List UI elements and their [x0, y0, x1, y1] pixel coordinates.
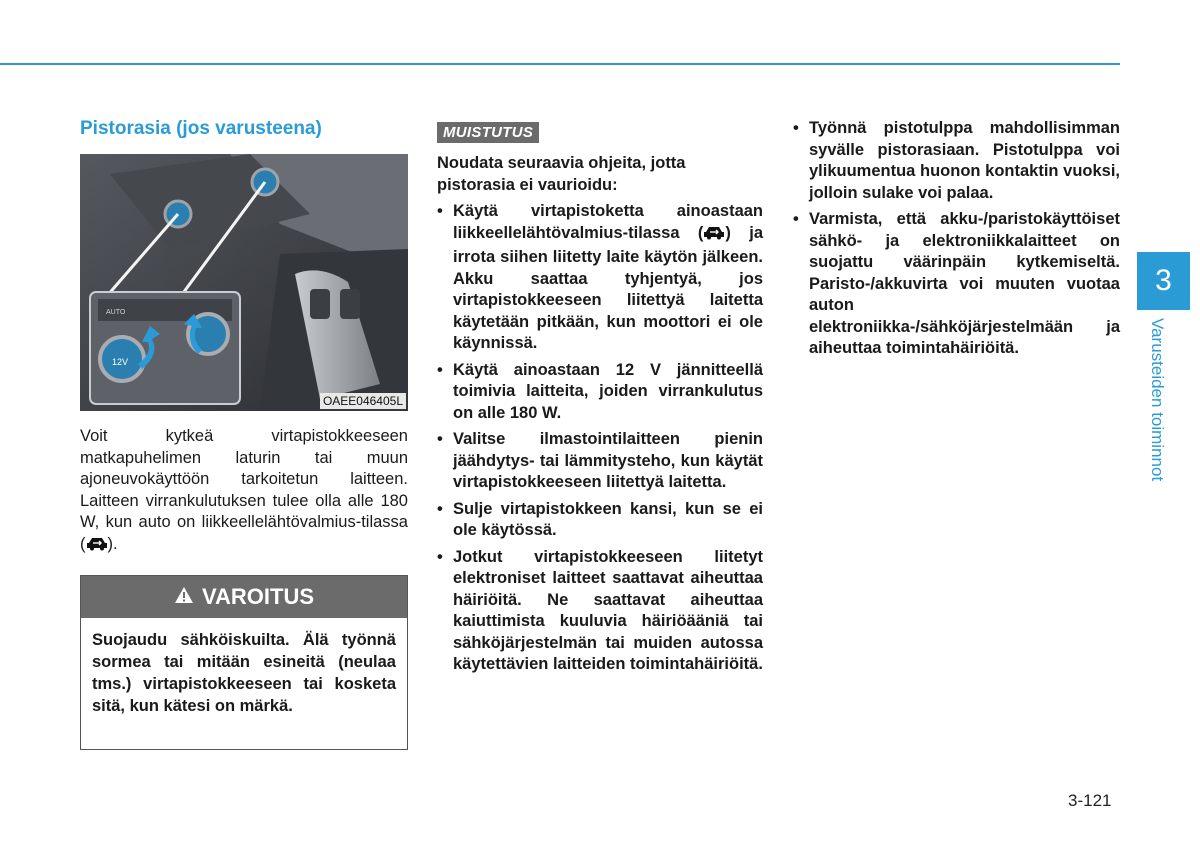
warning-header — [81, 576, 407, 618]
note-list-column-2 — [437, 201, 763, 681]
auto-label: AUTO — [106, 309, 126, 316]
console-illustration — [80, 154, 408, 411]
warning-triangle-icon — [174, 584, 194, 610]
list-item: • Sulje virtapistokkeen kansi, kun se ei ole käytössä. — [437, 499, 763, 542]
top-rule — [0, 63, 1120, 65]
list-item: • Jotkut virtapistokkeeseen liitetyt elektroniset laitteet saattavat aiheuttaa häiriöitä. Ne saattavat aiheuttaa kaiuttimista kuuluvia häiriöääniä tai sähköjärjestelmän tai muiden autossa käytettävien laitteiden toimintahäiriöitä. — [437, 547, 763, 676]
chapter-number-tab: 3 — [1137, 252, 1190, 310]
note-list-column-3 — [793, 118, 1120, 365]
note-tag: MUISTUTUS — [437, 122, 539, 143]
note-intro: Noudata seuraavia ohjeita, jotta pistorasia ei vaurioidu: — [437, 154, 686, 194]
power-outlet-figure — [80, 154, 408, 411]
page-number: 3-121 — [1068, 791, 1112, 810]
socket-label: 12V — [112, 357, 129, 367]
list-item: • Valitse ilmastointilaitteen pienin jäähdytys- tai lämmitysteho, kun käytät virtapistokkeeseen liitettyä laitetta. — [437, 429, 763, 494]
list-item: • Käytä ainoastaan 12 V jännitteellä toimivia laitteita, joiden virrankulutus on alle 180 W. — [437, 360, 763, 425]
warning-title: VAROITUS — [201, 584, 315, 609]
list-item: • Käytä virtapistoketta ainoastaan liikkeellelähtövalmius-tilassa ( ) ja irrota siihen liitetty laite käytön jälkeen. Akku saattaa tyhjentyä, jos virtapistokkeeseen liitettyä laitetta käytetään pitkään, kun moottori ei ole käynnissä. — [437, 201, 763, 355]
car-ready-icon — [703, 225, 725, 248]
intro-paragraph: Voit kytkeä virtapistokkeeseen matkapuhelimen laturin tai muun ajoneuvokäyttöön tarkoitetun laitteen. Laitteen virrankulutuksen tulee olla alle 180 W, kun auto on liikkeellelähtövalmius-tilassa ( ). — [80, 426, 408, 558]
list-item: • Työnnä pistotulppa mahdollisimman syvälle pistorasiaan. Pistotulppa voi ylikuumentua huonon kontaktin vuoksi, jolloin sulake voi palaa. — [793, 118, 1120, 204]
figure-code: OAEE046405L — [320, 393, 406, 409]
car-ready-icon — [86, 536, 108, 559]
list-item: • Varmista, että akku-/paristokäyttöiset sähkö- ja elektroniikkalaitteet on suojattu väärinpäin kytkemiseltä. Paristo-/akkuvirta voi muuten vuotaa auton elektroniikka-/sähköjärjestelmään ja aiheuttaa toimintahäiriöitä. — [793, 209, 1120, 360]
warning-box — [80, 575, 408, 750]
section-title: Pistorasia (jos varusteena) — [80, 118, 322, 139]
warning-text: Suojaudu sähköiskuilta. Älä työnnä sormea tai mitään esineitä (neulaa tms.) virtapistokkeeseen tai kosketa sitä, kun kätesi on märkä. — [92, 631, 396, 715]
chapter-title: Varusteiden toiminnot — [1148, 318, 1167, 482]
